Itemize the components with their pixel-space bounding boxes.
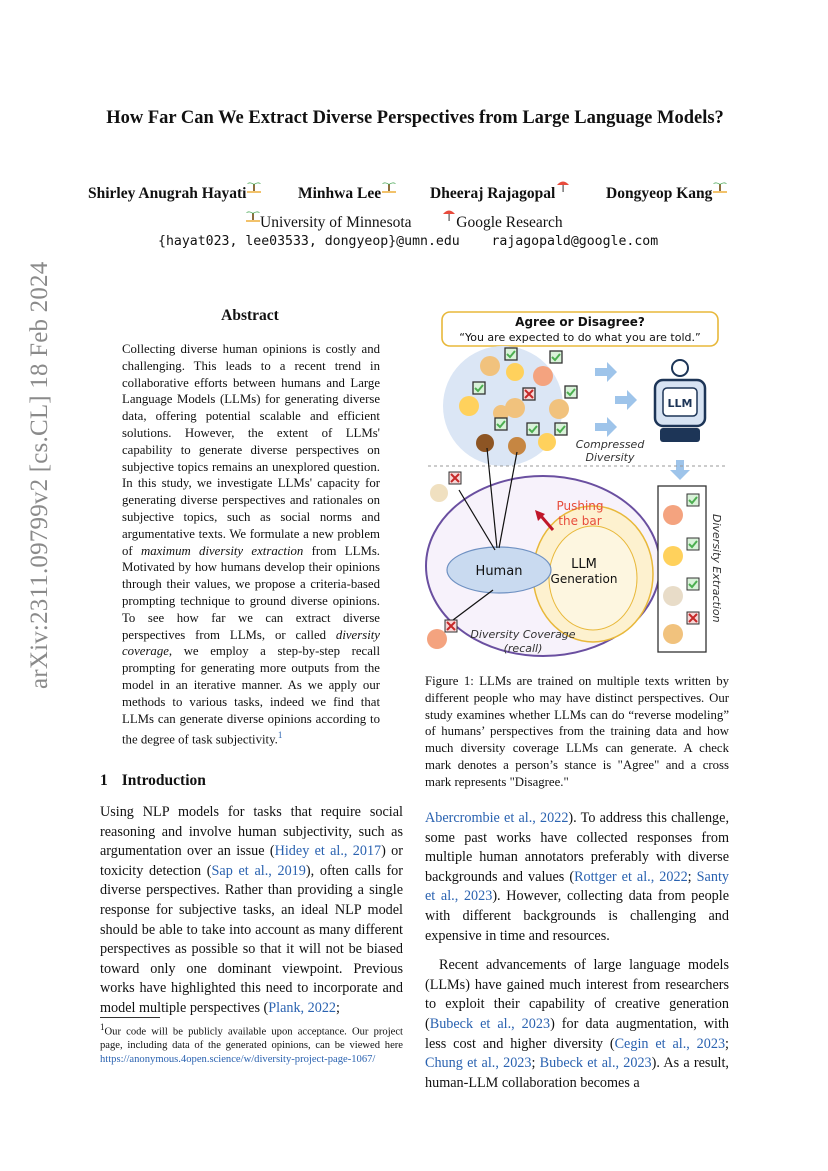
intro-paragraph-left: Using NLP models for tasks that require social reasoning and involve human subjectivity, such as argumentation over an issue (Hidey et al., 2017) or toxicity detection (Sap et al., 2019), often calls for diverse perspectives. Rather than providing a single response for subjective tasks, an ideal NLP model should be able to take into account as many different perspectives as possible so that it will not be biased toward only one dominant viewpoint. Previous works have highlighted this need to incorporate and model multiple perspectives (Plank, 2022; bbox=[100, 804, 404, 1016]
coverage-label: (recall) bbox=[503, 642, 543, 655]
author-4: Dongyeop Kang bbox=[606, 184, 727, 203]
pushing-label: the bar bbox=[558, 514, 602, 528]
llm-gen-label: LLM bbox=[571, 557, 597, 572]
paper-title: How Far Can We Extract Diverse Perspectives from Large Language Models? bbox=[106, 108, 724, 128]
section-heading: 1 Introduction bbox=[100, 772, 206, 789]
citation-link[interactable]: Bubeck et al., 2023 bbox=[539, 1055, 652, 1072]
figure-1 bbox=[425, 308, 735, 664]
affiliation-google: Google Research bbox=[456, 214, 563, 231]
banner-title: Agree or Disagree? bbox=[515, 315, 645, 329]
abstract-heading: Abstract bbox=[221, 307, 279, 324]
citation-link[interactable]: Rottger et al., 2022 bbox=[574, 868, 688, 885]
citation-link[interactable]: Chung et al., 2023 bbox=[425, 1055, 532, 1072]
figure-caption: Figure 1: LLMs are trained on multiple texts written by different people who may have distinct perspectives. Our study examines whether LLMs can do “reverse modeling” of humans’ perspectives from the training data and how much diversity coverage LLMs can generate. A check mark denotes a person’s stance is "Agree" and a cross mark represents "Disagree." bbox=[425, 674, 729, 789]
citation-link[interactable]: Abercrombie et al., 2022 bbox=[425, 810, 569, 826]
palm-icon bbox=[246, 208, 260, 222]
compressed-label: Compressed bbox=[575, 438, 645, 451]
umbrella-icon bbox=[442, 208, 456, 222]
human-label: Human bbox=[475, 564, 523, 579]
citation-link[interactable]: Plank, 2022 bbox=[268, 999, 337, 1016]
author-1: Shirley Anugrah Hayati bbox=[88, 184, 261, 203]
banner-quote: “You are expected to do what you are told.” bbox=[459, 331, 701, 344]
llm-gen-label: Generation bbox=[550, 572, 618, 586]
robot-label: LLM bbox=[667, 397, 693, 410]
affiliations bbox=[245, 213, 645, 232]
author-2: Minhwa Lee bbox=[298, 184, 396, 203]
face-icon bbox=[430, 484, 448, 502]
face-icon bbox=[427, 629, 447, 649]
citation-link[interactable]: Santy et al., 2023 bbox=[425, 868, 729, 905]
author-emails: {hayat023, lee03533, dongyeop}@umn.edu rajagopald@google.com bbox=[158, 234, 659, 249]
palm-icon bbox=[713, 179, 727, 193]
footnote: $^1$Our code will be publicly available upon acceptance. Our project page, including data of the generated opinions, can be viewed here https://anonymous.4open.science/w/diversity-project-page-1067/ bbox=[100, 1022, 403, 1065]
citation-link[interactable]: Cegin et al., 2023 bbox=[614, 1035, 726, 1052]
arxiv-stamp: arXiv:2311.09799v2 [cs.CL] 18 Feb 2024 bbox=[26, 261, 53, 689]
extraction-label: Diversity Extraction bbox=[710, 514, 723, 623]
compressed-label: Diversity bbox=[585, 451, 635, 464]
coverage-label: Diversity Coverage bbox=[470, 628, 576, 641]
intro-paragraph-right: Abercrombie et al., 2022). To address this challenge, some past works have collected responses from multiple human annotators preferably with diverse backgrounds and values (Rottger et al., 2022; Santy et al., 2023). However, collecting data from people with different backgrounds is challenging and expensive in time and resources. Recent advancements of large language models (LLMs) have gained much interest from researchers to exploit their capability of creative generation (Bubeck et al., 2023) for data augmentation, with less cost and higher diversity (Cegin et al., 2023; Chung et al., 2023; Bubeck et al., 2023). As a result, human-LLM collaboration becomes a bbox=[425, 810, 729, 1091]
palm-icon bbox=[382, 179, 396, 193]
author-3: Dheeraj Rajagopal bbox=[430, 184, 570, 203]
pushing-label: Pushing bbox=[556, 499, 604, 513]
citation-link[interactable]: Bubeck et al., 2023 bbox=[429, 1015, 551, 1032]
palm-icon bbox=[247, 179, 261, 193]
umbrella-icon bbox=[556, 179, 570, 193]
citation-link[interactable]: Hidey et al., 2017 bbox=[274, 843, 382, 860]
affiliation-umn: University of Minnesota bbox=[260, 214, 412, 231]
abstract-body: Collecting diverse human opinions is costly and challenging. This leads to a recent trend in collaborative efforts between humans and Large Language Models (LLMs) for generating diverse data, offering potential scalable and efficient solutions. However, the extent of LLMs' capability to generate diverse perspectives on subjective topics remains an unexplored question. In this study, we investigate LLMs' capacity for generating diverse perspectives and rationales on subjective topics, such as social norms and argumentative texts. We formulate a new problem of maximum diversity extraction from LLMs. Motivated by how humans develop their opinions through their values, we propose a criteria-based prompting technique to ground diverse opinions. To see how far we can extract diverse perspectives from LLMs, or called diversity coverage, we employ a step-by-step recall prompting for generating more outputs from the model in an iterative manner. As we apply our methods to various tasks, indeed we find that LLMs can generate diverse opinions according to the degree of task subjectivity.$^1$ bbox=[122, 342, 381, 747]
footnote-rule bbox=[100, 1017, 160, 1018]
citation-link[interactable]: Sap et al., 2019 bbox=[211, 862, 306, 879]
footnote-marker[interactable]: 1 bbox=[277, 730, 283, 741]
project-page-link[interactable]: https://anonymous.4open.science/w/diversity-project-page-1067/ bbox=[100, 1053, 376, 1065]
